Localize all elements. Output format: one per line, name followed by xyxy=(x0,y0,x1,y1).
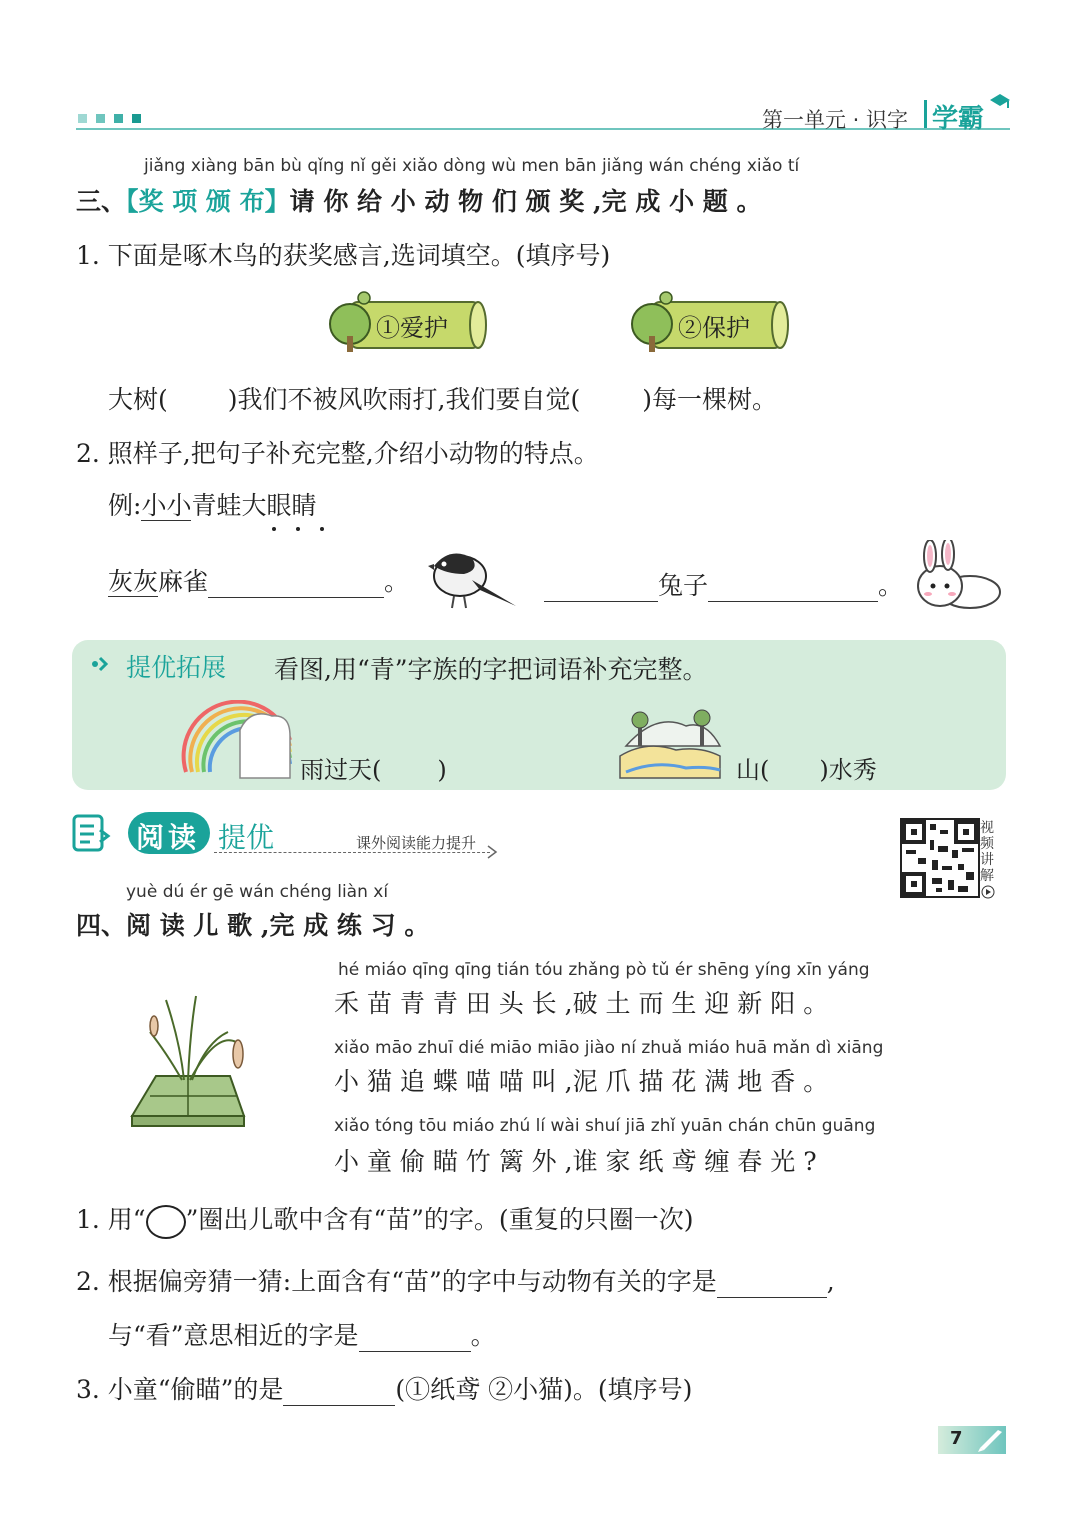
poem-line-2: 小 猫 追 蝶 喵 喵 叫 ,泥 爪 描 花 满 地 香 。 xyxy=(334,1067,829,1096)
brand-logo: 学霸 xyxy=(932,104,985,134)
graduation-cap-icon xyxy=(988,92,1012,114)
poem-line-1: 禾 苗 青 青 田 头 长 ,破 土 而 生 迎 新 阳 。 xyxy=(334,989,829,1018)
header-decor xyxy=(78,108,141,127)
option-log-1 xyxy=(328,290,488,354)
poem-line-2-pinyin: xiǎo māo zhuī dié miāo miāo jiào ní zhuǎ miáo huā mǎn dì xiāng xyxy=(334,1038,884,1058)
landscape-picture xyxy=(616,706,724,786)
reading-dashed-rule xyxy=(214,852,490,853)
extension-item-1: 雨过天( ) xyxy=(300,756,447,784)
section4-question-1: 1. 用“ ”圈出儿歌中含有“苗”的字。(重复的只圈一次) xyxy=(76,1200,693,1239)
section3-heading: 三、【奖 项 颁 布】请 你 给 小 动 物 们 颁 奖 ,完 成 小 题 。 xyxy=(76,187,762,216)
reading-title-a: 阅读 xyxy=(136,821,201,854)
section4-question-3: 3. 小童“偷瞄”的是 (①纸鸢 ②小猫)。(填序号) xyxy=(76,1375,693,1404)
poem-line-3-pinyin: xiǎo tóng tōu miáo zhú lí wài shuí jiā zhǐ yuān chán chūn guāng xyxy=(334,1116,876,1136)
example-line: 例:小小青蛙大眼睛 xyxy=(108,491,317,520)
arrow-right-icon xyxy=(486,844,498,864)
section4-heading: 四、阅 读 儿 歌 ,完 成 练 习 。 xyxy=(76,911,430,940)
qr-code[interactable] xyxy=(900,818,980,898)
circle-symbol-icon xyxy=(146,1205,186,1239)
extension-item-2: 山( )水秀 xyxy=(736,756,877,784)
option-log-2 xyxy=(630,290,790,354)
question-1: 1. 下面是啄木鸟的获奖感言,选词填空。(填序号) xyxy=(76,241,611,270)
page-number: 7 xyxy=(950,1428,963,1449)
extension-instruction: 看图,用“青”字族的字把词语补充完整。 xyxy=(274,655,708,684)
example-emphasis-dots xyxy=(262,516,334,535)
section4-question-2: 2. 根据偏旁猜一猜:上面含有“苗”的字中与动物有关的字是 , xyxy=(76,1267,835,1296)
rainbow-picture xyxy=(180,700,292,784)
section4-pinyin: yuè dú ér gē wán chéng liàn xí xyxy=(126,882,389,902)
rabbit-picture xyxy=(908,540,1008,618)
reading-subtitle: 课外阅读能力提升 xyxy=(356,834,477,852)
unit-label: 第一单元 · 识字 xyxy=(762,108,909,132)
q1-sentence: 大树( )我们不被风吹雨打,我们要自觉( )每一棵树。 xyxy=(108,385,777,414)
reading-title-b: 提优 xyxy=(218,821,275,854)
section4-question-2-cont: 与“看”意思相近的字是 。 xyxy=(108,1321,496,1350)
fill-line-sparrow: 灰灰麻雀 。 xyxy=(108,567,410,596)
fill-line-rabbit: 兔子 。 xyxy=(544,566,903,602)
poem-line-3: 小 童 偷 瞄 竹 篱 外 ,谁 家 纸 鸢 缠 春 光 ? xyxy=(334,1147,817,1176)
qr-caption: 视频讲解 xyxy=(980,820,994,884)
section3-pinyin: jiǎng xiàng bān bù qǐng nǐ gěi xiǎo dòng wù men bān jiǎng wán chéng xiǎo tí xyxy=(144,156,800,176)
pencil-icon xyxy=(976,1428,1004,1456)
play-icon xyxy=(981,884,995,903)
extension-label: 提优拓展 xyxy=(126,653,227,682)
double-chevron-icon xyxy=(92,654,114,678)
reading-list-icon xyxy=(72,814,112,858)
option-1-label: ①爱护 xyxy=(376,314,448,342)
poem-line-1-pinyin: hé miáo qīng qīng tián tóu zhǎng pò tǔ ér shēng yíng xīn yáng xyxy=(338,960,870,980)
header-separator xyxy=(924,100,927,128)
option-2-label: ②保护 xyxy=(678,314,750,342)
sparrow-picture xyxy=(420,540,520,616)
rice-seedling-picture xyxy=(126,992,250,1136)
question-2: 2. 照样子,把句子补充完整,介绍小动物的特点。 xyxy=(76,439,599,468)
